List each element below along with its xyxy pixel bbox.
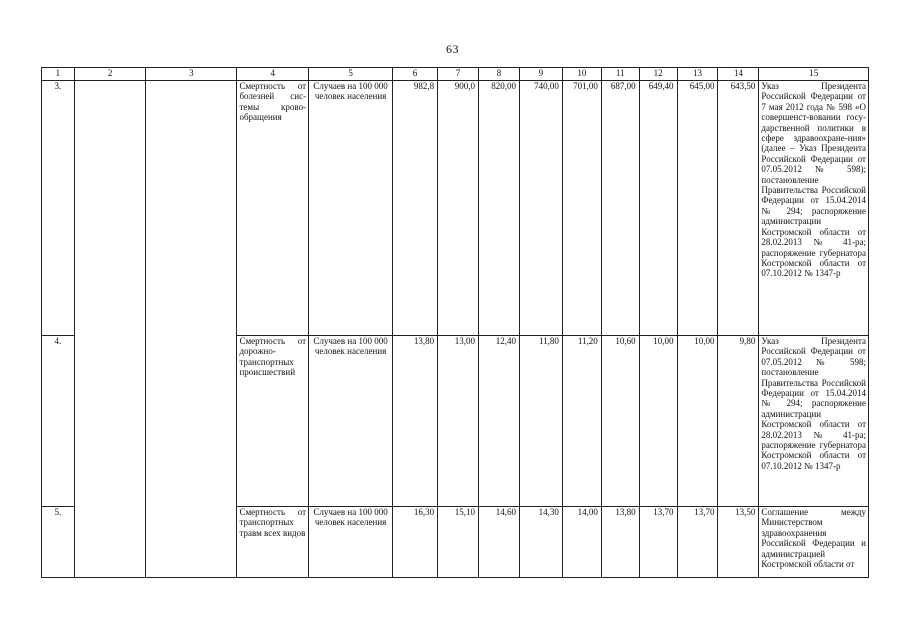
col-header: 14: [718, 68, 759, 81]
empty-cell: [146, 81, 237, 578]
value-cell: 15,10: [438, 507, 479, 578]
value-cell: 13,70: [639, 507, 677, 578]
col-header: 15: [759, 68, 869, 81]
unit-of-measure: Случаев на 100 000 человек населения: [309, 336, 393, 507]
value-cell: 14,30: [519, 507, 562, 578]
col-header: 2: [74, 68, 146, 81]
indicator-name: Смертность от болезней сис-темы крово-обращения: [237, 81, 309, 336]
value-cell: 645,00: [677, 81, 718, 336]
value-cell: 740,00: [519, 81, 562, 336]
col-header: 10: [562, 68, 601, 81]
value-cell: 900,0: [438, 81, 479, 336]
column-number-row: [42, 68, 869, 81]
value-cell: 701,00: [562, 81, 601, 336]
col-header: 3: [146, 68, 237, 81]
row-number: 3.: [42, 81, 75, 336]
value-cell: 10,00: [677, 336, 718, 507]
value-cell: 13,80: [601, 507, 639, 578]
col-header: 9: [519, 68, 562, 81]
value-cell: 14,00: [562, 507, 601, 578]
value-cell: 12,40: [479, 336, 520, 507]
indicator-name: Смертность от дорожно-транспортных происшествий: [237, 336, 309, 507]
value-cell: 14,60: [479, 507, 520, 578]
col-header: 8: [479, 68, 520, 81]
col-header: 12: [639, 68, 677, 81]
value-cell: 11,80: [519, 336, 562, 507]
indicator-name: Смертность от транспортных травм всех видов: [237, 507, 309, 578]
value-cell: 16,30: [393, 507, 438, 578]
col-header: 11: [601, 68, 639, 81]
col-header: 5: [309, 68, 393, 81]
value-cell: 643,50: [718, 81, 759, 336]
table-row: [42, 81, 869, 336]
value-cell: 9,80: [718, 336, 759, 507]
value-cell: 649,40: [639, 81, 677, 336]
value-cell: 11,20: [562, 336, 601, 507]
value-cell: 982,8: [393, 81, 438, 336]
value-cell: 13,50: [718, 507, 759, 578]
col-header: 4: [237, 68, 309, 81]
value-cell: 13,70: [677, 507, 718, 578]
page-number: 63: [446, 42, 459, 56]
col-header: 13: [677, 68, 718, 81]
value-cell: 13,00: [438, 336, 479, 507]
value-cell: 13,80: [393, 336, 438, 507]
row-number: 4.: [42, 336, 75, 507]
col-header: 1: [42, 68, 75, 81]
legal-basis: Соглашение между Министерством здравоохранения Российской Федерации и администрацией Костромской области от: [759, 507, 869, 578]
row-number: 5.: [42, 507, 75, 578]
legal-basis: Указ Президента Российской Федерации от 07.05.2012 № 598; постановление Правительства Российской Федерации от 15.04.2014 № 294; распоряжение администрации Костромской области от 28.02.2013 № 41-ра; распоряжение губернатора Костромской области от 07.10.2012 № 1347-р: [759, 336, 869, 507]
col-header: 6: [393, 68, 438, 81]
value-cell: 10,60: [601, 336, 639, 507]
value-cell: 687,00: [601, 81, 639, 336]
empty-cell: [74, 81, 146, 578]
unit-of-measure: Случаев на 100 000 человек населения: [309, 81, 393, 336]
indicators-table: [41, 67, 869, 578]
unit-of-measure: Случаев на 100 000 человек населения: [309, 507, 393, 578]
value-cell: 10,00: [639, 336, 677, 507]
legal-basis: Указ Президента Российской Федерации от 7 мая 2012 года № 598 «О совершенст-вовании госу-дарственной политики в сфере здравоохране-ния» (далее – Указ Президента Российской Федерации от 07.05.2012 № 598); постановление Правительства Российской Федерации от 15.04.2014 № 294; распоряжение администрации Костромской области от 28.02.2013 № 41-ра; распоряжение губернатора Костромской области от 07.10.2012 № 1347-р: [759, 81, 869, 336]
col-header: 7: [438, 68, 479, 81]
value-cell: 820,00: [479, 81, 520, 336]
